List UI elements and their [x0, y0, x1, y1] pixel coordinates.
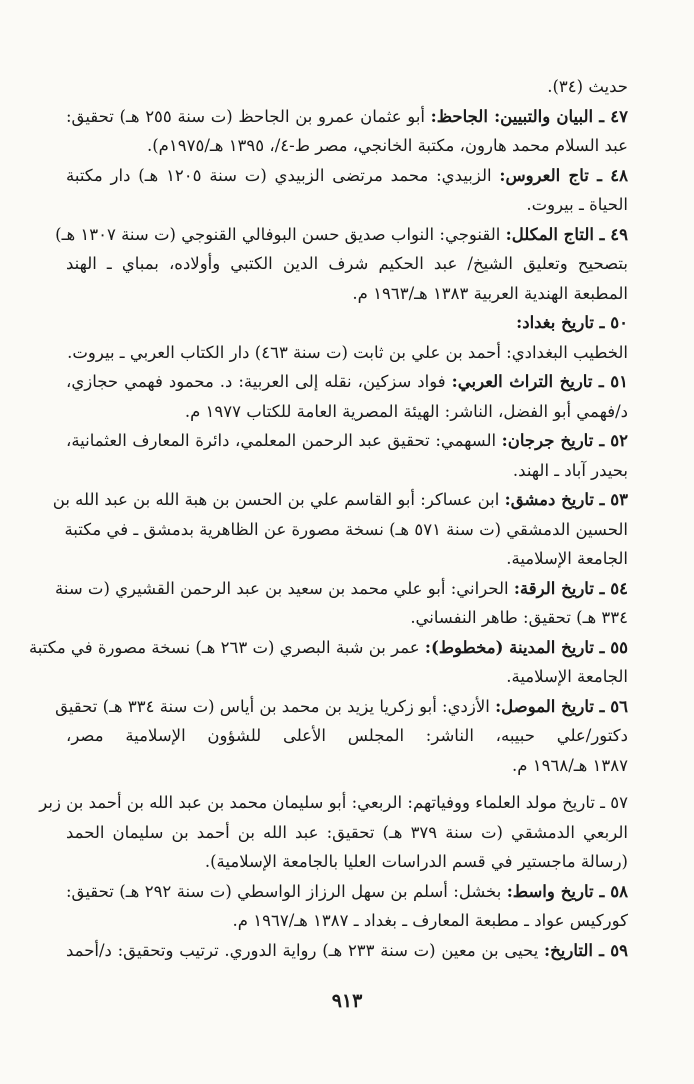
text-line	[66, 102, 628, 132]
entry-text: الربعي الدمشقي (ت سنة ٣٧٩ هـ) تحقيق: عبد الله بن أحمد بن سليمان الحمد	[66, 822, 628, 842]
entry-heading: ٥٩ ـ التاريخ:	[544, 940, 628, 960]
entry-text: الجامعة الإسلامية.	[506, 667, 628, 686]
entry-text: دكتور/علي حبيبه، الناشر: المجلس الأعلى للشؤون الإسلامية مصر،	[66, 726, 628, 745]
text-line	[66, 877, 628, 907]
text-line	[66, 751, 628, 781]
text-line	[66, 906, 628, 936]
entry-text: الجامعة الإسلامية.	[506, 549, 628, 568]
entry-text: عمر بن شبة البصري (ت ٢٦٣ هـ) نسخة مصورة في مكتبة	[28, 637, 425, 657]
text-line	[66, 544, 628, 574]
entry-heading: ٤٩ ـ التاج المكلل:	[505, 224, 628, 244]
entry-text: فواد سزكين، نقله إلى العربية: د. محمود فهمي حجازي،	[66, 372, 452, 391]
page-number: ٩١٣	[331, 990, 363, 1012]
entry-text: بخشل: أسلم بن سهل الرزاز الواسطي (ت سنة ٢٩٢ هـ) تحقيق:	[66, 881, 507, 901]
entry-text: د/فهمي أبو الفضل، الناشر: الهيئة المصرية العامة للكتاب ١٩٧٧ م.	[184, 401, 628, 421]
text-line	[66, 367, 628, 397]
entry-text: ٣٣٤ هـ) تحقيق: طاهر النفساني.	[410, 608, 628, 627]
entry-text: عبد السلام محمد هارون، مكتبة الخانجي، مصر ط-٤/، ١٣٩٥ هـ/١٩٧٥م).	[146, 136, 628, 155]
entry-text: الزبيدي: محمد مرتضى الزبيدي (ت سنة ١٢٠٥ هـ) دار مكتبة	[66, 165, 500, 185]
entry-text: السهمي: تحقيق عبد الرحمن المعلمي، دائرة المعارف العثمانية،	[66, 431, 502, 450]
entry-text: الحراني: أبو علي محمد بن سعيد بن عبد الرحمن القشيري (ت سنة	[55, 578, 514, 598]
text-line	[55, 692, 628, 722]
text-line	[55, 220, 628, 250]
text-line	[39, 788, 628, 818]
entry-text: حديث (٣٤).	[547, 77, 628, 96]
text-line	[66, 515, 628, 545]
text-line	[66, 279, 628, 309]
entry-text: ابن عساكر: أبو القاسم علي بن الحسن بن هبة الله بن عبد الله بن	[52, 490, 505, 509]
entry-heading: ٥٥ ـ تاريخ المدينة (مخطوط):	[424, 637, 628, 657]
text-line	[66, 308, 628, 338]
entry-text: ١٣٨٧ هـ/١٩٦٨ م.	[512, 755, 628, 775]
text-line	[66, 426, 628, 456]
entry-heading: ٥٠ ـ تاريخ بغداد:	[516, 313, 628, 332]
entry-heading: ٤٨ ـ تاج العروس:	[499, 165, 628, 185]
text-line	[55, 574, 628, 604]
entry-text: الحياة ـ بيروت.	[526, 195, 628, 214]
text-line	[66, 161, 628, 191]
text-line	[66, 721, 628, 751]
text-line	[66, 72, 628, 102]
text-line	[66, 249, 628, 279]
text-line	[66, 397, 628, 427]
entry-text: المطبعة الهندية العربية ١٣٨٣ هـ/١٩٦٣ م.	[352, 283, 628, 303]
entry-heading: ٥٤ ـ تاريخ الرقة:	[513, 578, 628, 598]
entry-text: الخطيب البغدادي: أحمد بن علي بن ثابت (ت سنة ٤٦٣) دار الكتاب العربي ـ بيروت.	[67, 342, 628, 362]
text-line	[28, 633, 628, 663]
entry-heading: ٥٢ ـ تاريخ جرجان:	[501, 431, 629, 450]
entry-text: (رسالة ماجستير في قسم الدراسات العليا بالجامعة الإسلامية).	[204, 852, 628, 871]
entry-text: يحيى بن معين (ت سنة ٢٣٣ هـ) رواية الدوري. ترتيب وتحقيق: د/أحمد	[66, 940, 545, 960]
entry-text: القنوجي: النواب صديق حسن البوفالي القنوجي (ت سنة ١٣٠٧ هـ)	[55, 224, 506, 244]
entry-text: بحيدر آباد ـ الهند.	[512, 460, 628, 480]
entry-heading: ٥٦ ـ تاريخ الموصل:	[495, 696, 628, 716]
text-line	[66, 936, 628, 966]
entry-text: أبو عثمان عمرو بن الجاحظ (ت سنة ٢٥٥ هـ) تحقيق:	[66, 106, 431, 126]
entry-heading: ٥٣ ـ تاريخ دمشق:	[504, 490, 628, 509]
text-line	[52, 485, 628, 515]
text-line	[66, 603, 628, 633]
entry-text: بتصحيح وتعليق الشيخ/ عبد الحكيم شرف الدين الكتبي وأولاده، بمباي ـ الهند	[66, 254, 628, 273]
entry-text: الأزدي: أبو زكريا يزيد بن محمد بن أياس (ت سنة ٣٣٤ هـ) تحقيق	[55, 696, 496, 716]
entry-text: كوركيس عواد ـ مطبعة المعارف ـ بغداد ـ ١٣٨٧ هـ/١٩٦٧ م.	[232, 911, 628, 930]
text-line	[66, 190, 628, 220]
text-line	[66, 456, 628, 486]
text-line	[66, 818, 628, 848]
text-line	[66, 662, 628, 692]
text-line	[66, 847, 628, 877]
entry-text: الحسين الدمشقي (ت سنة ٥٧١ هـ) نسخة مصورة عن الظاهرية بدمشق ـ في مكتبة	[64, 519, 628, 539]
entry-text: ٥٧ ـ تاريخ مولد العلماء ووفياتهم: الربعي: أبو سليمان محمد بن عبد الله بن أحمد بن زبر	[39, 793, 628, 812]
entry-heading: ٤٧ ـ البيان والتبيين: الجاحظ:	[430, 106, 628, 126]
entry-heading: ٥١ ـ تاريخ التراث العربي:	[451, 372, 628, 391]
entry-heading: ٥٨ ـ تاريخ واسط:	[506, 881, 629, 901]
text-line	[66, 338, 628, 368]
text-line	[66, 131, 628, 161]
